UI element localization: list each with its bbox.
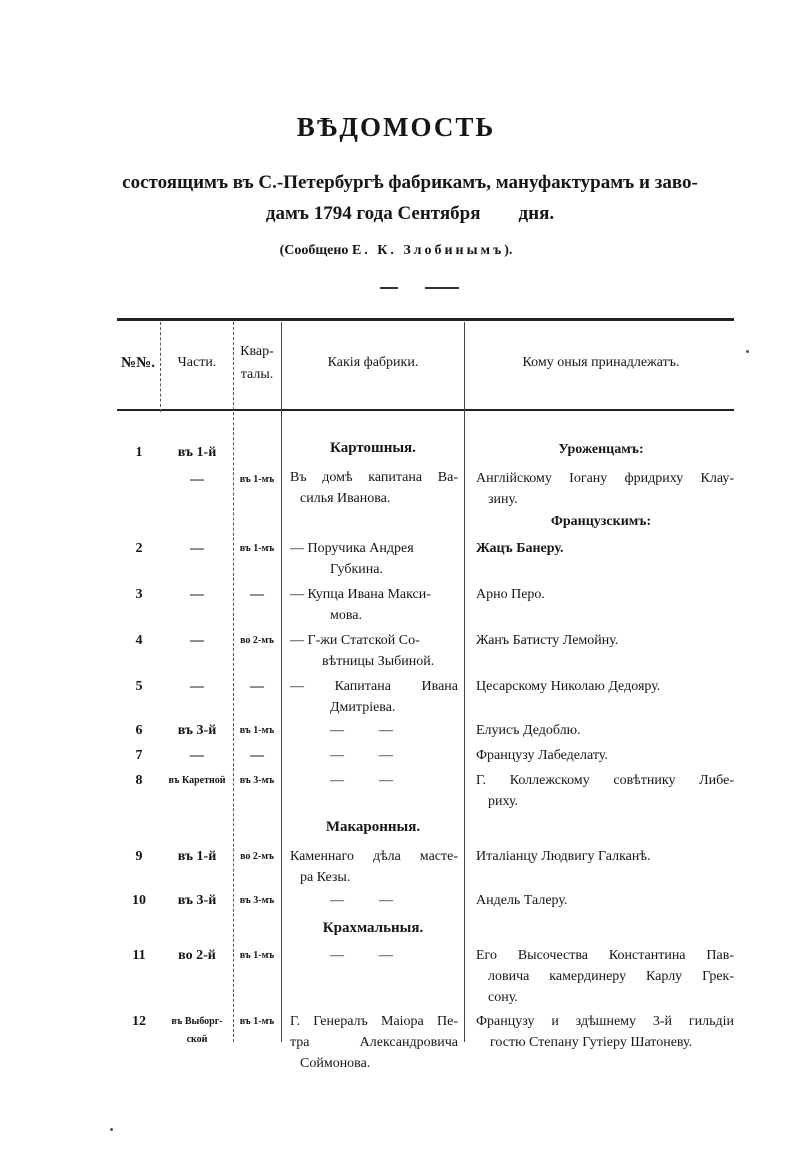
row-owner: Французу и здѣшнему 3-й гильдіи [476, 1014, 734, 1029]
row-num: 9 [135, 849, 143, 864]
row-part: ской [186, 1034, 208, 1045]
row-owner: Андель Талеру. [476, 893, 568, 908]
row-num: 11 [132, 948, 146, 963]
row-factory: — — [330, 893, 393, 908]
row-factory: — Поручика Андрея [290, 541, 414, 556]
row-part: — [190, 541, 204, 556]
row-factory: мова. [330, 608, 362, 623]
row-part: въ Выборг- [171, 1016, 223, 1027]
row-quarter: — [250, 748, 264, 763]
row-num: 6 [135, 723, 143, 738]
row-factory: — Купца Ивана Макси- [290, 587, 431, 602]
subtitle-line-2a: дамъ 1794 года Сентября [265, 203, 481, 224]
row-num: 8 [135, 773, 143, 788]
row-factory: — Капитана Ивана [290, 679, 458, 694]
row-part: — [190, 679, 204, 694]
column-divider [160, 322, 161, 412]
row-num: 12 [132, 1014, 146, 1029]
row-factory: тра Александровича [290, 1035, 458, 1050]
subtitle-line-2b: дня. [518, 203, 555, 224]
row-quarter: въ 3-мъ [239, 895, 275, 906]
group-label: Французскимъ: [550, 514, 652, 529]
row-quarter: — [250, 679, 264, 694]
row-quarter: во 2-мъ [240, 635, 274, 646]
section-title: Крахмальныя. [322, 920, 424, 936]
row-part: въ 3-й [177, 893, 217, 908]
ornament-dash [425, 287, 459, 289]
row-owner: Жацъ Банеру. [476, 541, 564, 556]
row-part: — [190, 633, 204, 648]
row-quarter: во 2-мъ [240, 851, 274, 862]
row-num: 10 [132, 893, 146, 908]
document-subtitle [110, 167, 710, 229]
row-owner: гостю Степану Гутіеру Шатоневу. [490, 1035, 693, 1050]
row-part: — [190, 472, 204, 487]
document-title: ВѢДОМОСТЬ [296, 112, 496, 142]
row-factory: Дмитріева. [330, 700, 396, 715]
subtitle-line-1: состоящимъ въ С.-Петербургѣ фабрикамъ, мануфактурамъ и заво- [122, 172, 698, 193]
row-owner: Англійскому Іогану фридриху Клау- [476, 471, 734, 486]
table-top-rule [117, 318, 734, 321]
row-num: 7 [135, 748, 143, 763]
row-quarter: — [250, 587, 264, 602]
row-owner: сону. [488, 990, 518, 1005]
header-quarter-2: талы. [240, 367, 274, 382]
row-factory: Каменнаго дѣла масте- [290, 849, 458, 864]
header-part: Части. [177, 355, 217, 370]
page-speck [110, 1128, 113, 1131]
row-owner: Цесарскому Николаю Дедояру. [476, 679, 661, 694]
header-owner: Кому оныя принадлежатъ. [522, 355, 680, 370]
row-quarter: въ 1-мъ [239, 474, 275, 485]
row-owner: Жанъ Батисту Лемойну. [476, 633, 619, 648]
section-title: Картошныя. [330, 440, 416, 456]
row-owner: риху. [488, 794, 519, 809]
row-factory: — — [330, 948, 393, 963]
table-header-rule [117, 409, 734, 411]
row-factory: силья Иванова. [300, 491, 391, 506]
column-divider [281, 322, 282, 1042]
row-part: — [190, 748, 204, 763]
row-part: въ 3-й [177, 723, 217, 738]
row-num: 2 [135, 541, 143, 556]
row-factory: — — [330, 723, 393, 738]
column-divider [464, 322, 465, 1042]
row-owner: Французу Лабеделату. [476, 748, 608, 763]
row-quarter: въ 3-мъ [239, 775, 275, 786]
row-factory: — — [330, 773, 393, 788]
row-factory: Г. Генералъ Маіора Пе- [290, 1014, 458, 1029]
row-part: въ 1-й [177, 849, 217, 864]
row-owner: ловича камердинеру Карлу Грек- [488, 969, 734, 984]
row-quarter: въ 1-мъ [239, 1016, 275, 1027]
row-quarter: въ 1-мъ [239, 950, 275, 961]
row-factory: ра Кезы. [300, 870, 351, 885]
row-part: — [190, 587, 204, 602]
header-num: №№. [121, 355, 155, 371]
row-part: въ 1-й [177, 445, 217, 460]
source-note: (Сообщено Е. К. Злобинымъ). [279, 243, 513, 258]
row-part: во 2-й [178, 948, 216, 963]
row-factory: Въ домѣ капитана Ва- [290, 470, 458, 485]
row-owner: Арно Перо. [476, 587, 545, 602]
row-owner: Г. Коллежскому совѣтнику Либе- [476, 773, 734, 788]
row-quarter: въ 1-мъ [239, 543, 275, 554]
section-title: Макаронныя. [325, 819, 421, 835]
header-factory: Какія фабрики. [327, 355, 419, 370]
row-num: 4 [135, 633, 143, 648]
row-owner: Его Высочества Константина Пав- [476, 948, 734, 963]
header-quarter-1: Квар- [240, 344, 274, 359]
row-owner: Елуисъ Дедоблю. [476, 723, 581, 738]
source-author: Е. К. Злобинымъ [351, 243, 505, 258]
row-num: 5 [135, 679, 143, 694]
row-factory: — — [330, 748, 393, 763]
group-label: Уроженцамъ: [558, 442, 644, 457]
row-owner: зину. [488, 492, 518, 507]
row-num: 1 [135, 445, 143, 460]
row-owner: Италіанцу Людвигу Галканѣ. [476, 849, 651, 864]
row-factory: Соймонова. [300, 1056, 371, 1071]
row-factory: — Г-жи Статской Со- [290, 633, 420, 648]
row-factory: вѣтницы Зыбиной. [322, 654, 435, 669]
page-speck [746, 350, 749, 353]
row-quarter: въ 1-мъ [239, 725, 275, 736]
ornament-dash [380, 287, 398, 289]
row-num: 3 [135, 587, 143, 602]
row-part: въ Каретной [168, 775, 226, 786]
row-factory: Губкина. [330, 562, 383, 577]
